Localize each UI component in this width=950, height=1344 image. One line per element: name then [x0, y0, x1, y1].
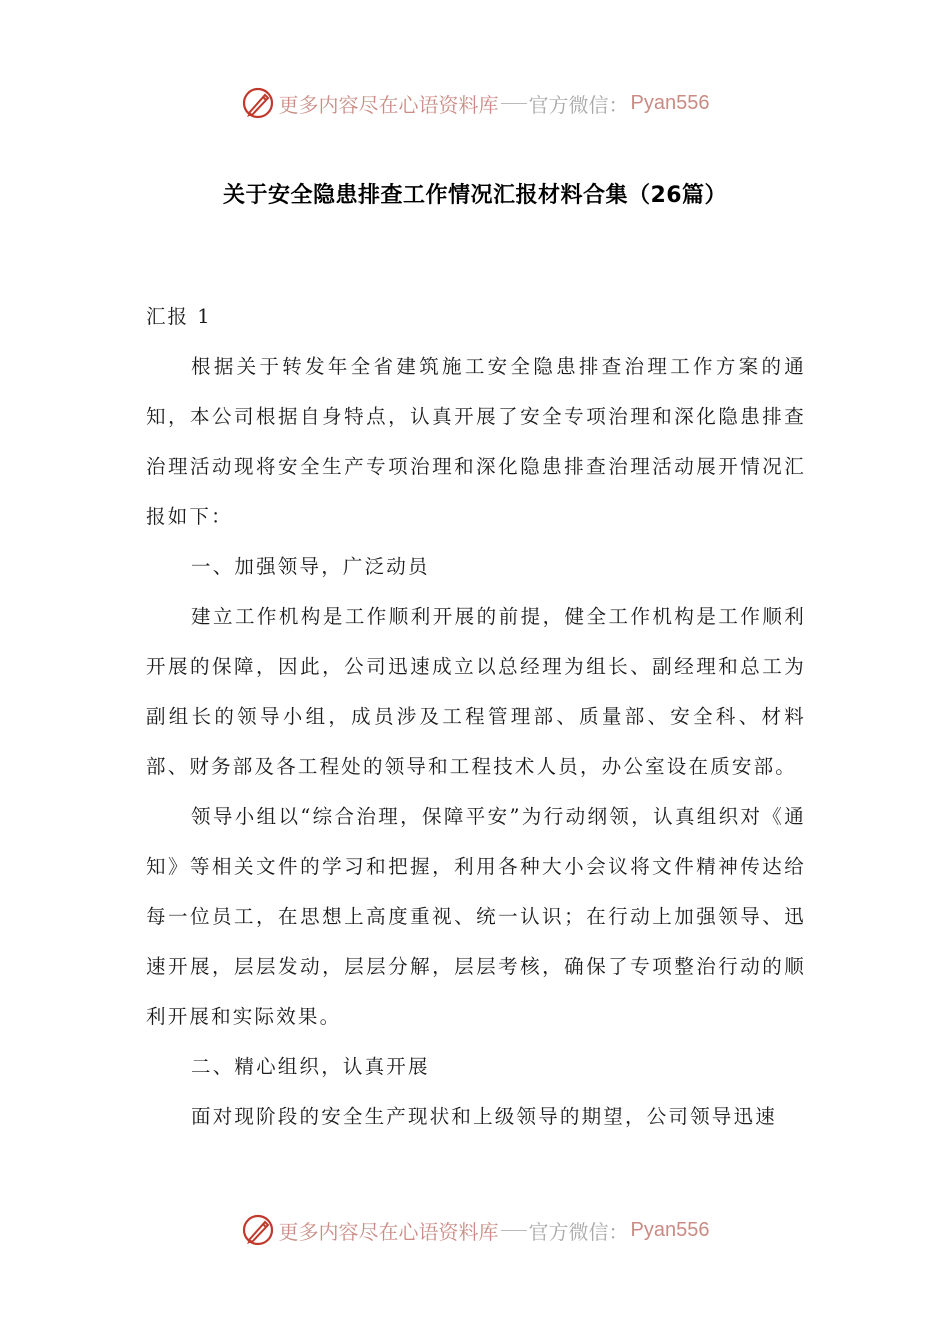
paragraph: 面对现阶段的安全生产现状和上级领导的期望，公司领导迅速 [191, 1105, 777, 1128]
watermark-wechat-label: 官方微信： [528, 1219, 629, 1244]
watermark-wechat-id: Pyan556 [630, 91, 710, 114]
document-body [146, 292, 806, 1142]
watermark-separator [501, 103, 527, 104]
watermark-separator [501, 1230, 527, 1231]
paragraph: 建立工作机构是工作顺利开展的前提，健全工作机构是工作顺利开展的保障，因此，公司迅速成立以总经理为组长、副经理和总工为副组长的领导小组，成员涉及工程管理部、质量部、安全科、材料部、财务部及各工程处的领导和工程技术人员，办公室设在质安部。 [146, 605, 806, 778]
header-watermark [0, 83, 950, 123]
pen-logo-icon [241, 1213, 275, 1247]
pen-logo-icon [241, 86, 275, 120]
watermark-wechat-id: Pyan556 [630, 1218, 710, 1241]
section-label: 汇报 1 [146, 305, 212, 328]
document-title: 关于安全隐患排查工作情况汇报材料合集（26篇） [222, 183, 728, 208]
footer-watermark [0, 1210, 950, 1250]
watermark-brand-text: 更多内容尽在心语资料库 [278, 1219, 499, 1244]
paragraph: 根据关于转发年全省建筑施工安全隐患排查治理工作方案的通知，本公司根据自身特点，认真开展了安全专项治理和深化隐患排查治理活动现将安全生产专项治理和深化隐患排查治理活动展开情况汇报如下： [146, 355, 806, 528]
watermark-wechat-label: 官方微信： [528, 92, 629, 117]
section-heading: 二、精心组织，认真开展 [191, 1055, 430, 1078]
section-heading: 一、加强领导，广泛动员 [191, 555, 430, 578]
paragraph: 领导小组以“综合治理，保障平安”为行动纲领，认真组织对《通知》等相关文件的学习和把握，利用各种大小会议将文件精神传达给每一位员工，在思想上高度重视、统一认识；在行动上加强领导、迅速开展，层层发动，层层分解，层层考核，确保了专项整治行动的顺利开展和实际效果。 [146, 805, 806, 1028]
watermark-brand-text: 更多内容尽在心语资料库 [278, 92, 499, 117]
